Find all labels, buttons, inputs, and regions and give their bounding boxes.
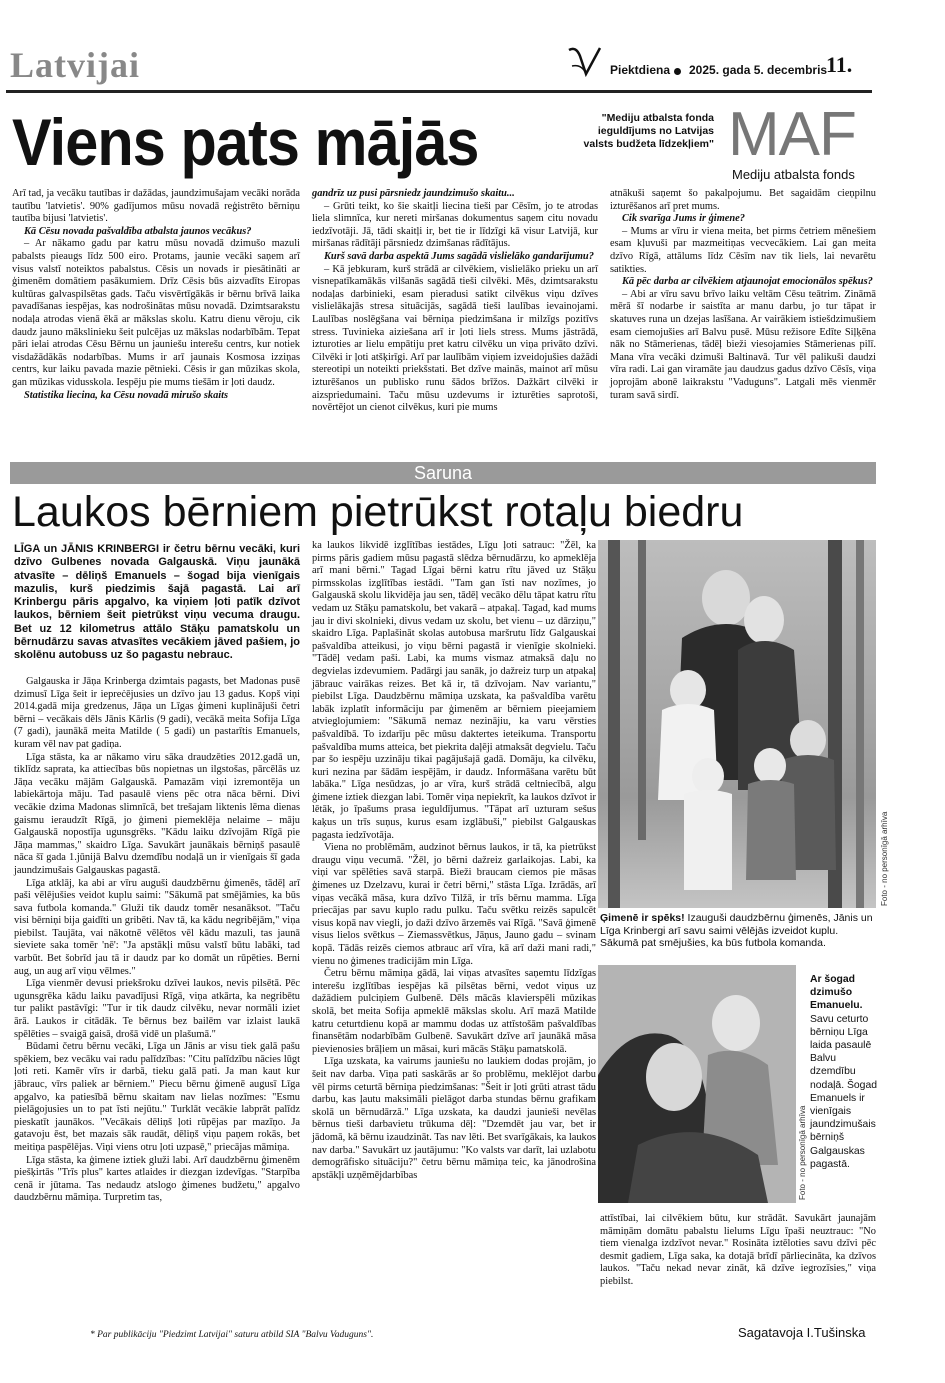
body-paragraph: Līga uzskata, ka vairums jauniešu no laukiem dodas projām, jo šeit nav darba. Viņa pati saskārās ar šo problēmu, meklējot darbu vēl pirms ceturtā bērniņa piedzimšanas: "Šeit ir ļoti grūti atrast tādu darbu, kas ļautu maksimāli pielāgot darba stundas bērnu grafikam skolā un bērnudārzā." Līga uzskata, ka daudzi jaunieši nevēlas bērnus tieši darbavietu trūkuma dēļ: "Dzemdēt jau var, bet ir jādomā, kā bērnu izaudzināt. Tas nav lēti. Bet svarīgākais, ka laukos nav darba." Savukārt uz jautājumu: "Ko valsts var darīt, lai uzlabotu demogrāfisko situāciju?" četru bērnu māmiņa teic, ka jānodrošina apstākļi uzņēmējdarbības (312, 1056, 596, 1181)
rubric-bar (10, 462, 876, 484)
photo1-caption-bold: Ģimenē ir spēks! (600, 912, 685, 924)
body-paragraph: Arī tad, ja vecāku tautības ir dažādas, jaundzimušajam vecāki norāda tautību 'latvietis'. 90% gadījumos mūsu novadā reģistrēto bērniņu tautība bijusi 'latvietis'. (12, 188, 300, 225)
question-paragraph: gandrīz uz pusi pārsniedz jaundzimušo skaitu... (312, 188, 515, 199)
byline: Sagatavoja I.Tušinska (738, 1325, 866, 1340)
question-paragraph: Cik svarīga Jums ir ģimene? (622, 213, 745, 225)
section-title: Latvijai (10, 45, 140, 85)
body-paragraph: – Kā jebkuram, kurš strādā ar cilvēkiem, vislielāko prieku un arī visnepatīkamākās vilšanās sagādā tieši cilvēki. Mēs, dzimtsarakstu nodaļas darbinieki, esam pieradusi satikt cilvēkus viņu dzīves vislielākajās stresa situācijās, sagādā tieši laulības ievainojami. Laulības noslēgšana vai bērniņa piedzimšana ir milzīgs pozitīvs stress. Tuvinieka aiziešana arī ir ļoti liels stress. Mums jāstrādā, izturoties ar lielu empātiju pret katru cilvēku un viņa privāto dzīvi. Cilvēki ir ļoti atšķirīgi. Arī par laulībām viņiem izveidojušies dažādi stereotipi un noteikti priekšstati. Bet dzīve mainās, mainot arī mūsu izturēšanos un publisko runu šādos brīžos. Dažkārt cilvēki ir aizspriedumaini. Taču mūsu uzdevums ir izturēties saprotoši, novērtējot un cienot cilvēkus, kuri pie mums (312, 263, 598, 414)
body-paragraph: Līga atklāj, ka abi ar vīru auguši daudzbērnu ģimenēs, tādēļ arī paši vēlējušies veidot kuplu saimi: "Sākumā pat smējāmies, ka būs sava futbola komanda." Gluži tik daudz tomēr nesanāksot. "Taču visi bērniņi bija gaidīti un gribēti. Nav tā, ka kādu negribējām," viņa piebilst. Taujāta, vai nākotnē vēlētos vēl kādu mazuli, tas jaunā sieviete saka tomēr 'nē': "Ja apstākļi mūsu valstī būtu labāki, tad varbūt. Bet šobrīd jau tā ir daudz par ko domāt un rūpēties. Berni aug, un aug arī viņu vēlmes." (14, 877, 300, 977)
photo1-credit: Foto - no personīgā arhīva (880, 811, 889, 906)
article2-column-2 (312, 540, 596, 1182)
photo1-caption-text: Izauguši daudzbērnu ģimenēs, Jānis un Līga Krinbergi arī savu saimi vēlējās izveidot kuplu. Sākumā pat smējušies, ka būs futbola komanda. (600, 912, 873, 950)
rubric-label: Saruna (413, 463, 473, 483)
page-number: 11. (826, 52, 853, 77)
question-paragraph: Kā Cēsu novada pašvaldība atbalsta jaunos vecākus? (24, 225, 252, 237)
family-photo (598, 540, 876, 908)
body-paragraph: – Abi ar vīru savu brīvo laiku veltām Cēsu teātrim. Zināmā mērā šī nodarbe ir saistīta ar manu darbu, jo tur tāpat ir skatuves runa un dzejas lasīšana. Ar vairākiem istiešdzimušiem esam ciemojušies arī Balvu pusē. Mūsu režisore Edīte Siļķēna nāk no Stāmerienas, tādēļ bieži viesojamies Stāmerienas pilī. Mana vīra vecāki dzimuši Baltinavā. Tur vēl palikuši daudzi vīra radi. Lai gan viramāte jau daudzus gadus dzīvo Cēsīs, viņa joprojām abonē laikrakstu "Vaduguns". Latgali mēs vienmēr turam savā sirdī. (610, 288, 876, 401)
mother-baby-photo (598, 965, 796, 1203)
article2-lead: LĪGA un JĀNIS KRINBERGI ir četru bērnu vecāki, kuri dzīvo Gulbenes novada Galgauskā. Viņu jaunākā atvasīte – dēliņš Emanuels – šogad bija vienīgais mazulis, kurš piedzimis šajā pagastā. Lai arī Krinbergu pāris apgalvo, ka viņiem ļoti patīk dzīvot laukos, bērniem šeit pietrūkst viņu vecuma draugu. Bet uz 12 kilometrus attālo Stāķu pamatskolu un bērnudārzu savas atvasītes vecākiem jāved pašiem, jo skolēnu autobuss uz šo pagastu nebrauc. (14, 543, 300, 662)
question-paragraph: Kurš savā darba aspektā Jums sagādā vislielāko gandarījumu? (324, 250, 594, 262)
maf-name: Mediju atbalsta fonds (732, 167, 855, 182)
body-paragraph: – Grūti teikt, ko šie skaitļi liecina tieši par Cēsīm, jo te atrodas liela slimnīca, kur nereti miršanas dokumentus saņem citu novadu iedzīvotāji. Jā, tādi skaitļi ir, bet tie ir līdzīgi kā visur Latvijā, kur miršanas rādītāji pārsniedz dzimšanas rādītājus. (312, 200, 598, 250)
body-paragraph: ka laukos likvidē izglītības iestādes, Līgu ļoti satrauc: "Žēl, ka pirms pāris gadiem mūsu pagastā slēdza bērnudārzu, ko apmeklēja arī mani bērni." Tagad Līgai bērni katru rītu jāved uz Stāķu pirmsskolas izglītības iestādi. "Tam gan īsti nav nozīmes, jo Galgauskā skolu likvidēja jau sen, tādēļ vecāko dēlu tāpat katru rītu vedam uz Stāķu pamatskolu, bet vakarā – atpakaļ. Tagad, kad mums jau ir divi skolnieki, divus vedam uz skolu, bet vienu – uz dārziņu," skaidro Līga. Paplašināt skolas autobusa maršrutu līdz Galgauskai pašvaldība atteikusi, jo viņu bērni pagastā ir vienīgie skolnieki. "Tādēļ vedam paši. Labi, ka mums vismaz atmaksā daļu no degvielas izdevumiem. Padārgi jau sanāk, jo dažreiz turp un atpakaļ jābrauc vairākas reizes. Bet kā ir, tā dzīvojam. Nav variantu," piebilst Līga. Daudzbērnu māmiņa uzskata, ka pašvaldība varētu labāk izplatīt informāciju par ģimenēm ar bērniem pieejamiem atvieglojumiem: "Sākumā nemaz nezinājiu, ka varu vērsties pašvaldībā. To izdarīju pēc mūsu daktertes ieteikuma. Transportu pašvaldība mums atteica, bet piekrita daļēji atmaksāt degvielu. Taču par šo iespēju uzzināju tikai pagājušajā gadā. Domāju, ka cilvēku, kuri nezina par šādām iespējām, ir daudz. Informāšana varētu būt labāka." Līga nesūdzas, jo ar vīra, kurš strādā celtniecībā, algu ģimene iztiek diezgan labi. Tomēr viņa nepiekrīt, ka laukos dzīvot ir lētāk, jo īpašums prasa ieguldījumus. "Tāpat arī uzturam sešus kaķus un trīs suņus, kurus esam izglābuši," piebilst Galgauskas pagasta iedzīvotāja. (312, 540, 596, 841)
photo2-caption (810, 973, 878, 1171)
footnote: * Par publikāciju "Piedzimt Latvijai" saturu atbild SIA "Balvu Vaduguns". (90, 1330, 374, 1340)
body-paragraph: Līga stāsta, ka ar nākamo viru sāka draudzēties 2012.gadā un, tiklīdz saprata, ka attiecības būs nopietnas un ilgstošas, pārcēlās uz Jāņa vecāku mājām Galgauskā. Pamazām viņi izremontēja un labiekārtoja māju. Tad pasaulē viens pēc otra nāca bērni. Divi vecākie dzima Madonas slimnīcā, bet trešajam liktenis lēma dienas gaismu ieraudzīt Rīgā, jo ģimeni piemeklēja nelaime – māju Galgauskā nopostīja ugunsgrēks. "Kādu laiku dzīvojām Rīgā pie Jāņa mammas," skaidro Līga. Savukārt jaunākais bērniņš pasaulē nāca šī gada 1.jūnijā Balvu dzemdību nodaļā un ir vienīgais šī gada jaundzimušais Galgauskas pagastā. (14, 751, 300, 876)
issue-date: 2025. gada 5. decembris (689, 63, 828, 77)
body-paragraph: Līga vienmēr devusi priekšroku dzīvei laukos, nevis pilsētā. Pēc ugunsgrēka kādu laiku pavadījusi Rīgā, viņa atkārta, ka negribētu tur palikt pastāvīgi: "Tur ir tik daudz cilvēku, nevar normāli iziet ārā. Laukos ir citādāk. Te bērnus bez bailēm var izlaist laukā spēlēties – svaigā gaisā, drošā vidē un plašumā." (14, 978, 300, 1040)
photo2-credit: Foto - no personīgā arhīva (798, 1105, 807, 1200)
body-paragraph: – Ar nākamo gadu par katru mūsu novadā dzimušo mazuli pabalsts pieaugs līdz 500 eiro. Protams, jaunie vecāki saņem arī visus valstī noteiktos pabalstus. Cēsis un novads ir piesātināti ar ģimenēm domātiem pasākumiem. Drīz Cēsis būs aizvadīts Eiropas kultūras galvaspilsētas gads. Taču visvērtīgākās ir bērnu brīvā laika pavadīšanas iespējas, kas nodrošinātas mūsu novadā. Dzimtsarakstu nodaļa atrodas vienā ēkā ar mākslas skolu. Katru dienu vēroju, cik daudz jauno mākslinieku šeit pulcējas uz mākslas nodarbībām. Tepat pāri ielai atrodas Cēsu Bērnu un jauniešu interešu centrs, kur notiek visdažādākās nodarbības. Mums ir arī jaunais Kosmosa izziņas centrs, kur laiku pavada mazie pētnieki. Cēsis ir gan mūzikas skola, gan mūzikas vidusskola. Iespēju pie mums tiešām ir ļoti daudz. (12, 238, 300, 388)
photo2-caption-text: Savu ceturto bērniņu Līga laida pasaulē Balvu dzemdību nodaļā. Šogad Emanuels ir vienīgais jaundzimušais bērniņš Galgauskas pagastā. (810, 1013, 878, 1170)
masthead-logo-icon (566, 44, 606, 85)
column3-tail-text: attīstībai, lai cilvēkiem būtu, kur strādāt. Savukārt jaunajām māmiņām domātu pabalstu lielums Līgu īpaši neuztrauc: "No tiem vienalga izdzīvot nevar." Rosināta iztēloties savu dzīvi pēc desmit gadiem, Līga saka, ka dotajā brīdī pārliecināta, ka dzīvos laukos. "Taču nekad nevar zināt, kā dzīve iegrozīsies," viņa piebilst. (600, 1213, 876, 1287)
article1-column-3 (610, 188, 876, 402)
body-paragraph: Galgauska ir Jāņa Krinberga dzimtais pagasts, bet Madonas pusē dzimusī Līga šeit ir iepreċējusies un dzīvo jau 13 gadus. Kopš viņi 2014.gadā mija gredzenus, Jāņa un Līgas ģimeni kuplinājuši četri bērni – vecākais dēls Jānis Kārlis (9 gadi), vecākā meita Sofija Līga (7 gadi), jaunākā meita Matilde ( 5 gadi) un pastarītis Emanuels, kuram vēl nav pat gadiņa. (14, 676, 300, 750)
article2-column-3-tail (600, 1213, 876, 1289)
issue-day: Piektdiena (610, 63, 671, 77)
header-rule (6, 90, 872, 93)
body-paragraph: – Mums ar vīru ir viena meita, bet pirms četriem mēnešiem esam kļuvuši par mazmeitiņas vecvecākiem. Lai gan meita dzīvo Rīgā, attālums līdz Cēsīm nav tik liels, lai nevarētu satikties. (610, 225, 876, 275)
article1-headline: Viens pats mājās (12, 105, 479, 179)
bullet-dot-icon (674, 68, 681, 75)
maf-logo: MAF (728, 100, 856, 169)
question-paragraph: Statistika liecina, ka Cēsu novadā mirušo skaits (24, 389, 229, 401)
article2-headline: Laukos bērniem pietrūkst rotaļu biedru (12, 488, 744, 536)
body-paragraph: atnākuši saņemt šo pakalpojumu. Bet sagaidām cieņpilnu izturēšanos arī pret mums. (610, 188, 876, 212)
article1-column-1 (12, 188, 300, 402)
article2-column-1 (14, 676, 300, 1205)
funding-quote: "Mediju atbalsta fonda ieguldījums no Latvijas valsts budžeta līdzekļiem" (583, 112, 714, 150)
article1-column-2 (312, 188, 598, 415)
body-paragraph: Četru bērnu māmiņa gādā, lai viņas atvasītes saņemtu līdzīgas interešu izglītības iespējas kā pilsētas bērni, vedot viņus uz dažādiem pulciņiem Gulbenē. Dēls mācās klavierspēli mūzikas skolā, bet meita Sofija apmeklē mākslas skolu. Arī mazā Matilde katru ceturtdienu kopā ar mammu dodas uz attīstošām pašvaldības finansētām nodarbībām Gulbenē. Savukārt dzīve arī jaunākā māsa pievienosies brāļiem un māsai, kuri mācās Stāķu pamatskolā. (312, 968, 596, 1055)
body-paragraph: Viena no problēmām, audzinot bērnus laukos, ir tā, ka pietrūkst draugu viņu vecumā. "Žēl, jo bērni dažreiz garlaikojas. Labi, ka viņi var spēlēties savā starpā. Bieži braucam ciemos pie māsas ģimenes uz Dzelzavu, kurai ir četri bērni," stāsta Līga. Izrādās, arī viņas vecākā māsa, kura dzīvo Tilžā, ir trīs bērnu mamma. Līga priecājas par savu kuplo radu pulku. Taču svētku reizēs sapulcēt visus kopā nav viegli, jo daži dzīvo ārzemēs vai Rīgā. "Savā ģimenē visus lielos svētkus – Ziemassvētkus, Jāņus, Jauno gadu – svinam kopā. Tādās reizēs ciemos atbrauc arī vīra, kā arī daži mani radi," vienu no ģimenes tradicijām min Līga. (312, 842, 596, 967)
body-paragraph: Līga stāsta, ka ģimene iztiek gluži labi. Arī daudzbērnu ģimenēm piešķirtās "Trīs plus" kartes atlaides ir diezgan izdevīgas. "Starpība cenā ir jūtama. Tas nedaudz atslogo ģimenes budžetu," apgalvo daudzbērnu māmiņa. Turpretim tas, (14, 1154, 300, 1204)
question-paragraph: Kā pēc darba ar cilvēkiem atjaunojat emocionālos spēkus? (622, 276, 873, 288)
photo2-caption-bold: Ar šogad dzimušo Emanuelu. (810, 974, 863, 1012)
body-paragraph: Būdami četru bērnu vecāki, Līga un Jānis ar visu tiek galā pašu spēkiem, bez vecāku vai radu palīdzības: "Citu palīdzību nācies lūgt ļoti reti. Kamēr vīrs ir darbā, tieku galā pati. Ja man kaut kur jābrauc, vīrs paliek ar bērniem." Piecu bērnu ģimenē augusī Līga apgalvo, ka patiesībā bērnu skaitam nav lielas nozīmes: "Esmu pielāgojusies un to pat īsti nejūtu." Turklāt vecākie labprāt palīdz pieskatīt jaunākos. "Vecākais dēliņš ļoti rūpējas par mazīņo. Ja gatavoju ēst, bet mazais sāk raudāt, dēliņš viņu paņem rokās, bet meitiņa paspēlējas. Viņi viens otru ļoti uzpasē," priecājas māmiņa. (14, 1041, 300, 1153)
photo1-caption (600, 912, 876, 950)
